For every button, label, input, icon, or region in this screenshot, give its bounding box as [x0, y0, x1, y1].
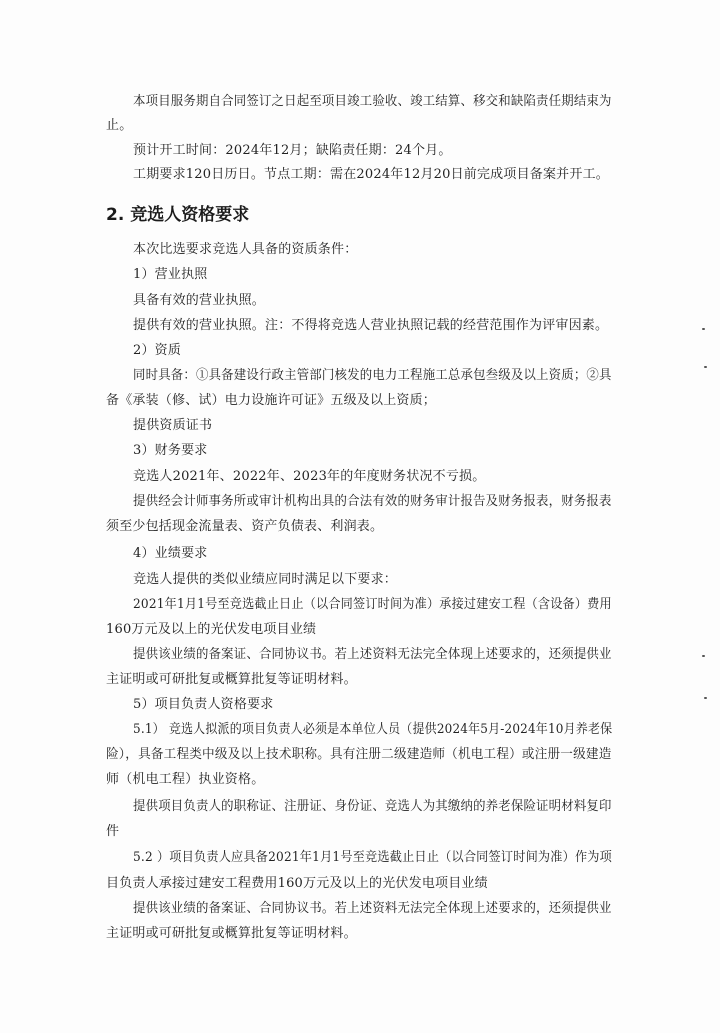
scan-speck	[704, 697, 707, 699]
item5-1-line1: 5.1） 竞选人拟派的项目负责人必须是本单位人员（提供2024年5月-2024年10月养老保	[133, 722, 613, 737]
item4-title: 4）业绩要求	[133, 546, 208, 561]
scan-speck	[702, 655, 705, 657]
item4-line4: 提供该业绩的备案证、合同协议书。若上述资料无法完全体现上述要求的，还须提供业	[133, 647, 612, 662]
scan-speck	[704, 366, 707, 368]
item5-1-line2: 险），具备工程类中级及以上技术职称。具有注册二级建造师（机电工程）或注册一级建造	[106, 747, 612, 762]
item5-2-line3: 提供该业绩的备案证、合同协议书。若上述资料无法完全体现上述要求的，还须提供业	[133, 901, 612, 916]
item1-title: 1）营业执照	[133, 267, 208, 282]
item2-line1: 同时具备：①具备建设行政主管部门核发的电力工程施工总承包叁级及以上资质；②具	[133, 368, 612, 383]
item5-1-line5: 件	[106, 824, 120, 839]
item5-2-line1: 5.2 ）项目负责人应具备2021年1月1号至竞选截止日止（以合同签订时间为准）作为项	[133, 850, 613, 865]
scan-speck	[702, 328, 705, 330]
item5-2-line2: 目负责人承接过建安工程费用160万元及以上的光伏发电项目业绩	[106, 876, 488, 891]
item3-line1: 竞选人2021年、2022年、2023年的年度财务状况不亏损。	[133, 469, 486, 484]
item4-line1: 竞选人提供的类似业绩应同时满足以下要求：	[133, 572, 398, 587]
intro-line: 本次比选要求竞选人具备的资质条件：	[133, 242, 358, 257]
item2-line2: 备《承装（修、试）电力设施许可证》五级及以上资质；	[106, 393, 437, 408]
section-heading: 2. 竞选人资格要求	[106, 205, 250, 225]
duration-line: 工期要求120日历日。节点工期：需在2024年12月20日前完成项目备案并开工。	[133, 167, 609, 182]
item5-1-line4: 提供项目负责人的职称证、注册证、身份证、竞选人为其缴纳的养老保险证明材料复印	[133, 799, 612, 814]
item5-2-line4: 主证明或可研批复或概算批复等证明材料。	[106, 926, 357, 941]
item2-title: 2）资质	[133, 343, 182, 358]
item2-line3: 提供资质证书	[133, 418, 213, 433]
item3-title: 3）财务要求	[133, 443, 208, 458]
item4-line5: 主证明或可研批复或概算批复等证明材料。	[106, 672, 357, 687]
item1-line1: 具备有效的营业执照。	[133, 293, 266, 308]
item5-title: 5）项目负责人资格要求	[133, 697, 274, 712]
item1-line2: 提供有效的营业执照。注：不得将竞选人营业执照记载的经营范围作为评审因素。	[133, 318, 609, 333]
item3-line3: 须至少包括现金流量表、资产负债表、利润表。	[106, 519, 384, 534]
item4-line2: 2021年1月1号至竞选截止日止（以合同签订时间为准）承接过建安工程（含设备）费用	[133, 597, 612, 612]
start-time-line: 预计开工时间：2024年12月；缺陷责任期：24个月。	[133, 143, 452, 158]
item3-line2: 提供经会计师事务所或审计机构出具的合法有效的财务审计报告及财务报表，财务报表	[133, 494, 612, 509]
item5-1-line3: 师（机电工程）执业资格。	[106, 772, 265, 787]
service-period-line2: 止。	[106, 118, 133, 133]
service-period-line1: 本项目服务期自合同签订之日起至项目竣工验收、竣工结算、移交和缺陷责任期结束为	[133, 94, 612, 109]
item4-line3: 160万元及以上的光伏发电项目业绩	[106, 622, 317, 637]
